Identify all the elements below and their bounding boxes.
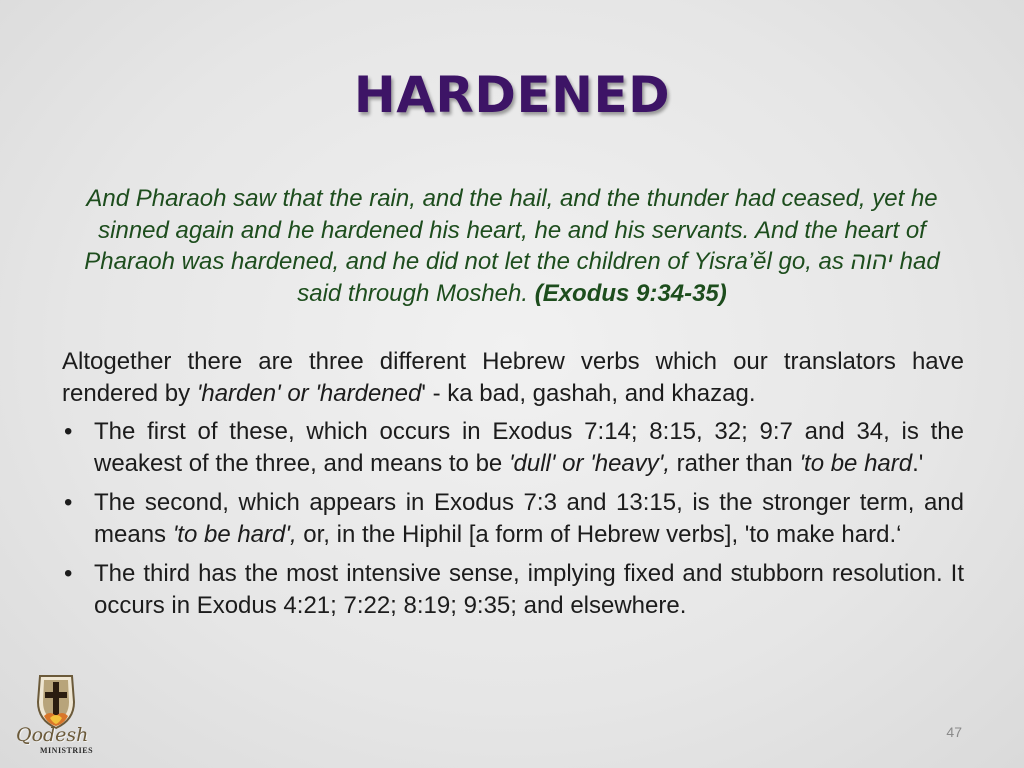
- scripture-quote: [72, 183, 952, 309]
- slide-body: [62, 346, 964, 629]
- page-number: 47: [946, 724, 962, 740]
- bullet-marker: •: [64, 560, 73, 587]
- bullet-marker: •: [64, 489, 73, 516]
- intro-emphasis: 'harden' or 'hardened: [196, 379, 422, 407]
- bullet-item-3: • The third has the most intensive sense, implying fixed and stubborn resolution. It occurs in Exodus 4:21; 7:22; 8:19; 9:35; and elsewhere.: [64, 560, 964, 619]
- logo-sub-text: MINISTRIES: [40, 746, 94, 755]
- bullet-list: [62, 416, 964, 621]
- logo-script-text: Qodesh: [16, 724, 89, 746]
- quote-text: And Pharaoh saw that the rain, and the hail, and the thunder had ceased, yet he sinned again and he hardened his heart, he and his servants. And the heart of Pharaoh was hardened, and he did not let the children of Yisra’ĕl go, as יהוה had said through Mosheh.: [84, 185, 940, 307]
- bullet-item-1: • The first of these, which occurs in Exodus 7:14; 8:15, 32; 9:7 and 34, is the weakest of the three, and means to be 'dull' or 'heavy', rather than 'to be hard.': [64, 418, 964, 477]
- intro-paragraph: Altogether there are three different Hebrew verbs which our translators have rendered by 'harden' or 'hardened' - ka bad, gashah, and khazag.: [62, 348, 964, 407]
- quote-reference: (Exodus 9:34-35): [534, 279, 727, 307]
- bullet-item-2: • The second, which appears in Exodus 7:3 and 13:15, is the stronger term, and means 'to be hard', or, in the Hiphil [a form of Hebrew verbs], 'to make hard.‘: [64, 489, 964, 548]
- bullet-marker: •: [64, 418, 73, 445]
- slide-title: HARDENED: [353, 66, 671, 124]
